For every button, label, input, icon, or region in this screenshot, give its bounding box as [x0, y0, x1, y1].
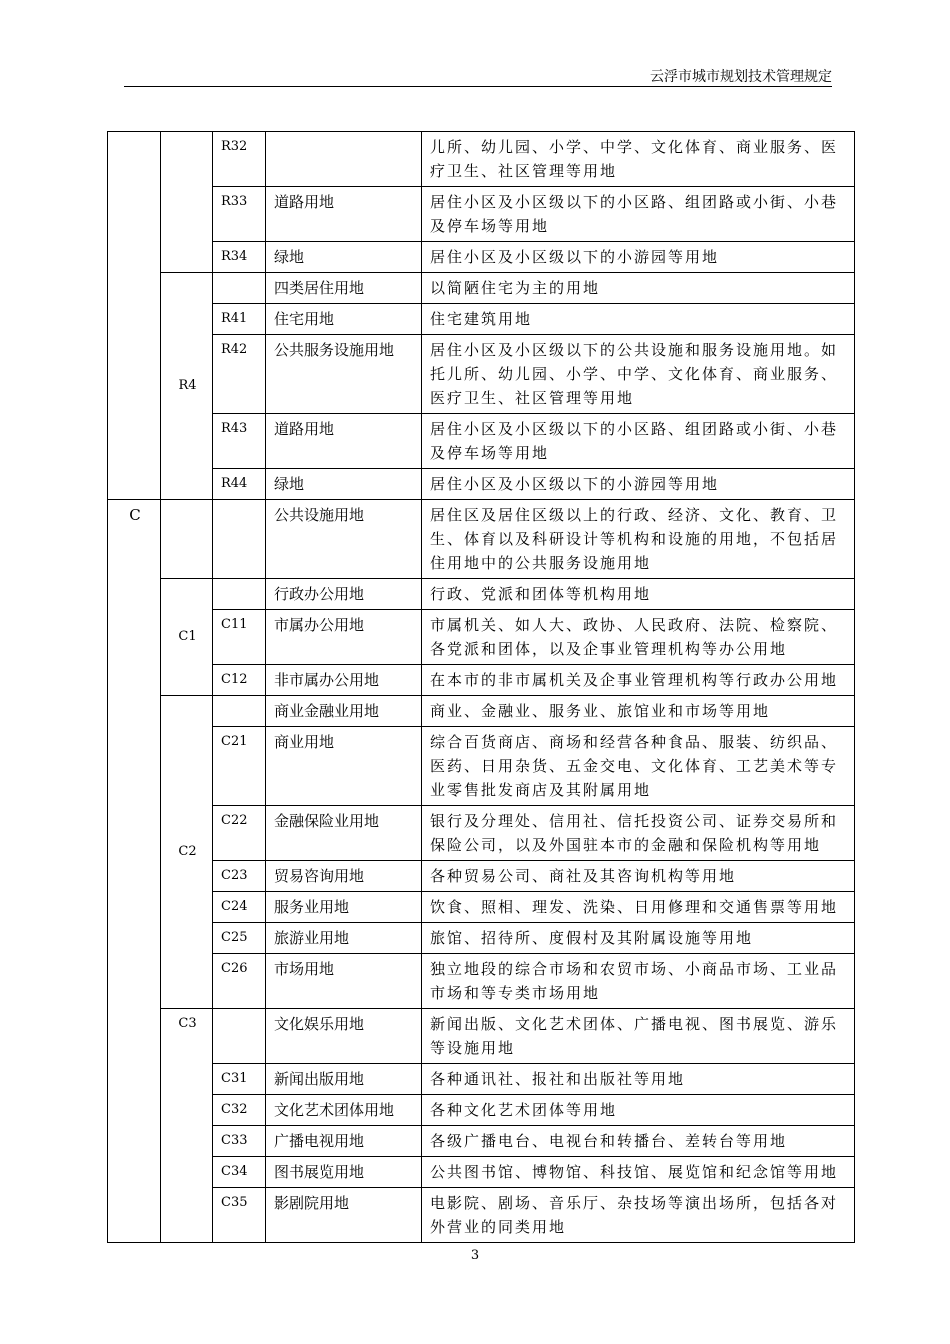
category-description-cell: 新闻出版、文化艺术团体、广播电视、图书展览、游乐等设施用地	[422, 1009, 855, 1064]
subclass-code-cell: R34	[213, 242, 266, 273]
category-description-cell: 独立地段的综合市场和农贸市场、小商品市场、工业品市场和等专类市场用地	[422, 954, 855, 1009]
table-row	[108, 1188, 855, 1243]
major-class-cell	[108, 132, 161, 500]
subclass-code-cell: C21	[213, 727, 266, 806]
category-name-cell: 商业用地	[266, 727, 422, 806]
table-row	[108, 954, 855, 1009]
category-description-cell: 银行及分理处、信用社、信托投资公司、证券交易所和保险公司，以及外国驻本市的金融和保险机构等用地	[422, 806, 855, 861]
category-name-cell: 图书展览用地	[266, 1157, 422, 1188]
subclass-code-cell: C25	[213, 923, 266, 954]
subclass-code-cell: C12	[213, 665, 266, 696]
subclass-code-cell: C33	[213, 1126, 266, 1157]
table-row	[108, 1095, 855, 1126]
table-row	[108, 1009, 855, 1064]
mid-class-cell	[161, 500, 213, 579]
land-use-classification-table	[107, 131, 855, 1243]
category-name-cell: 商业金融业用地	[266, 696, 422, 727]
category-name-cell: 旅游业用地	[266, 923, 422, 954]
subclass-code-cell	[213, 500, 266, 579]
category-description-cell: 市属机关、如人大、政协、人民政府、法院、检察院、各党派和团体，以及企事业管理机构等办公用地	[422, 610, 855, 665]
table-row	[108, 861, 855, 892]
category-description-cell: 旅馆、招待所、度假村及其附属设施等用地	[422, 923, 855, 954]
subclass-code-cell: R33	[213, 187, 266, 242]
table-row	[108, 665, 855, 696]
subclass-code-cell: R41	[213, 304, 266, 335]
document-header-title: 云浮市城市规划技术管理规定	[650, 69, 832, 85]
category-description-cell: 各种贸易公司、商社及其咨询机构等用地	[422, 861, 855, 892]
table-row	[108, 132, 855, 187]
category-description-cell: 商业、金融业、服务业、旅馆业和市场等用地	[422, 696, 855, 727]
subclass-code-cell: C26	[213, 954, 266, 1009]
table-row	[108, 414, 855, 469]
table-row	[108, 892, 855, 923]
category-name-cell: 文化娱乐用地	[266, 1009, 422, 1064]
category-description-cell: 在本市的非市属机关及企事业管理机构等行政办公用地	[422, 665, 855, 696]
category-description-cell: 电影院、剧场、音乐厅、杂技场等演出场所，包括各对外营业的同类用地	[422, 1188, 855, 1243]
category-name-cell: 公共服务设施用地	[266, 335, 422, 414]
table-row	[108, 579, 855, 610]
subclass-code-cell	[213, 579, 266, 610]
mid-class-cell: R4	[161, 273, 213, 500]
category-description-cell: 各级广播电台、电视台和转播台、差转台等用地	[422, 1126, 855, 1157]
table-row	[108, 273, 855, 304]
category-description-cell: 居住小区及小区级以下的小游园等用地	[422, 242, 855, 273]
table-row	[108, 1064, 855, 1095]
category-name-cell: 贸易咨询用地	[266, 861, 422, 892]
category-name-cell: 住宅用地	[266, 304, 422, 335]
table-row	[108, 500, 855, 579]
category-name-cell	[266, 132, 422, 187]
category-description-cell: 各种通讯社、报社和出版社等用地	[422, 1064, 855, 1095]
subclass-code-cell: C31	[213, 1064, 266, 1095]
category-description-cell: 居住区及居住区级以上的行政、经济、文化、教育、卫生、体育以及科研设计等机构和设施的用地，不包括居住用地中的公共服务设施用地	[422, 500, 855, 579]
category-description-cell: 以简陋住宅为主的用地	[422, 273, 855, 304]
header-divider	[124, 86, 832, 87]
category-name-cell: 绿地	[266, 242, 422, 273]
subclass-code-cell	[213, 273, 266, 304]
table-row	[108, 1157, 855, 1188]
subclass-code-cell	[213, 696, 266, 727]
major-class-cell: C	[108, 500, 161, 1243]
category-description-cell: 居住小区及小区级以下的小区路、组团路或小街、小巷及停车场等用地	[422, 187, 855, 242]
category-name-cell: 行政办公用地	[266, 579, 422, 610]
subclass-code-cell: C34	[213, 1157, 266, 1188]
category-description-cell: 各种文化艺术团体等用地	[422, 1095, 855, 1126]
table-row	[108, 806, 855, 861]
page-number: 3	[470, 1248, 480, 1263]
table-row	[108, 304, 855, 335]
category-name-cell: 绿地	[266, 469, 422, 500]
subclass-code-cell: C24	[213, 892, 266, 923]
category-name-cell: 公共设施用地	[266, 500, 422, 579]
subclass-code-cell: C23	[213, 861, 266, 892]
category-description-cell: 行政、党派和团体等机构用地	[422, 579, 855, 610]
table-row	[108, 469, 855, 500]
category-name-cell: 四类居住用地	[266, 273, 422, 304]
category-name-cell: 非市属办公用地	[266, 665, 422, 696]
category-description-cell: 居住小区及小区级以下的小游园等用地	[422, 469, 855, 500]
category-name-cell: 服务业用地	[266, 892, 422, 923]
category-name-cell: 金融保险业用地	[266, 806, 422, 861]
subclass-code-cell: C35	[213, 1188, 266, 1243]
subclass-code-cell	[213, 1009, 266, 1064]
category-description-cell: 居住小区及小区级以下的小区路、组团路或小街、小巷及停车场等用地	[422, 414, 855, 469]
category-name-cell: 广播电视用地	[266, 1126, 422, 1157]
category-description-cell: 住宅建筑用地	[422, 304, 855, 335]
table-row	[108, 610, 855, 665]
table-row	[108, 335, 855, 414]
category-name-cell: 文化艺术团体用地	[266, 1095, 422, 1126]
category-name-cell: 道路用地	[266, 187, 422, 242]
table-row	[108, 923, 855, 954]
category-description-cell: 公共图书馆、博物馆、科技馆、展览馆和纪念馆等用地	[422, 1157, 855, 1188]
subclass-code-cell: R42	[213, 335, 266, 414]
category-name-cell: 市场用地	[266, 954, 422, 1009]
category-name-cell: 市属办公用地	[266, 610, 422, 665]
mid-class-cell	[161, 132, 213, 273]
category-description-cell: 居住小区及小区级以下的公共设施和服务设施用地。如托儿所、幼儿园、小学、中学、文化体育、商业服务、医疗卫生、社区管理等用地	[422, 335, 855, 414]
subclass-code-cell: R44	[213, 469, 266, 500]
category-description-cell: 综合百货商店、商场和经营各种食品、服装、纺织品、医药、日用杂货、五金交电、文化体育、工艺美术等专业零售批发商店及其附属用地	[422, 727, 855, 806]
category-name-cell: 新闻出版用地	[266, 1064, 422, 1095]
mid-class-cell: C2	[161, 696, 213, 1009]
subclass-code-cell: R32	[213, 132, 266, 187]
category-description-cell: 饮食、照相、理发、洗染、日用修理和交通售票等用地	[422, 892, 855, 923]
subclass-code-cell: R43	[213, 414, 266, 469]
table-row	[108, 696, 855, 727]
subclass-code-cell: C32	[213, 1095, 266, 1126]
table-row	[108, 242, 855, 273]
category-name-cell: 影剧院用地	[266, 1188, 422, 1243]
table-row	[108, 727, 855, 806]
mid-class-cell: C1	[161, 579, 213, 696]
table-row	[108, 187, 855, 242]
category-name-cell: 道路用地	[266, 414, 422, 469]
subclass-code-cell: C11	[213, 610, 266, 665]
category-description-cell: 儿所、幼儿园、小学、中学、文化体育、商业服务、医疗卫生、社区管理等用地	[422, 132, 855, 187]
table-row	[108, 1126, 855, 1157]
subclass-code-cell: C22	[213, 806, 266, 861]
mid-class-cell: C3	[161, 1009, 213, 1243]
